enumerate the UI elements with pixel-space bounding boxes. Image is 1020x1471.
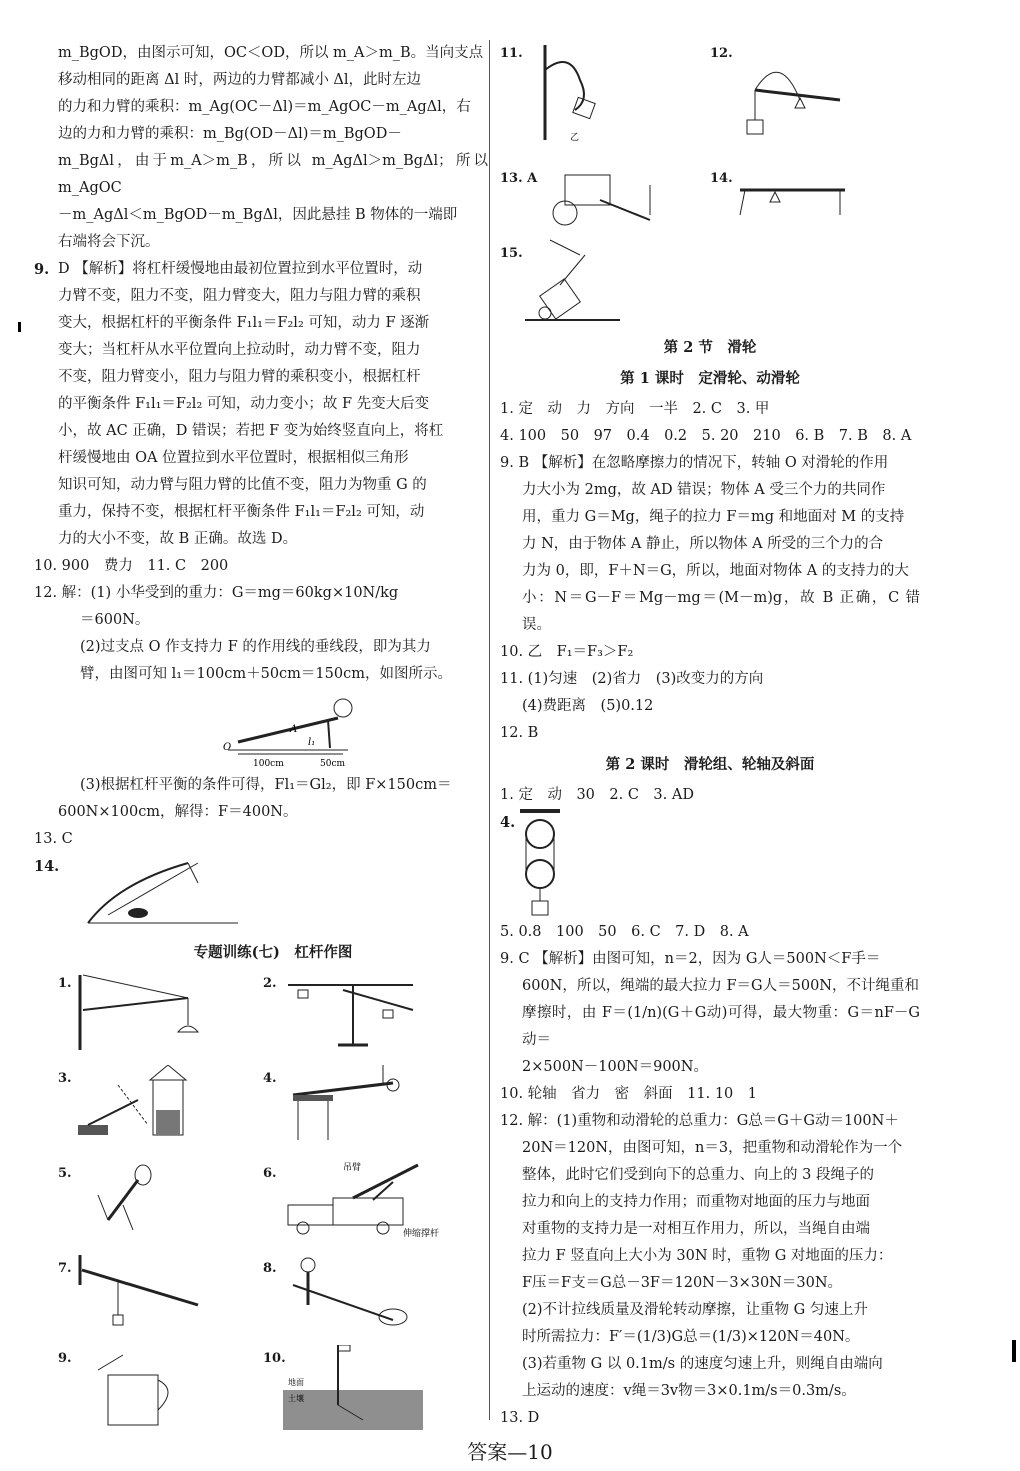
q9-line: 不变，阻力臂变小，阻力与阻力臂的乘积变小，根据杠杆: [58, 369, 421, 385]
l2-q4-block: [500, 809, 920, 919]
l2-q9-line: 9. C 【解析】由图可知，n＝2，因为 G人＝500N＜F手＝: [500, 951, 881, 967]
grid-figure-7: [78, 1255, 228, 1335]
grid-figure-1: [78, 970, 218, 1050]
l1-q9-line: 9. B 【解析】在忽略摩擦力的情况下，转轴 O 对滑轮的作用: [500, 455, 889, 471]
q12-line: 12. 解：(1) 小华受到的重力：G＝mg＝60kg×10N/kg: [34, 585, 399, 601]
fig-label: 12.: [710, 46, 733, 61]
right-column: [500, 40, 920, 1432]
q8-line: －m_AgΔl＜m_BgOD－m_BgΔl，因此悬挂 B 物体的一端即: [58, 207, 458, 223]
q12-line: (2)过支点 O 作支持力 F 的作用线的垂线段，即为其力: [80, 639, 431, 655]
fig11-caption: 乙: [570, 133, 580, 143]
q8-line: 移动相同的距离 Δl 时，两边的力臂都减小 Δl，此时左边: [58, 72, 422, 88]
l2-q12-line: 20N＝120N，由图可知，n＝3，把重物和动滑轮作为一个: [522, 1140, 903, 1156]
q8-line: m_BgOD，由图示可知，OC＜OD，所以 m_A＞m_B。当向支点: [58, 45, 484, 61]
l2-q10-11: 10. 轮轴 省力 密 斜面 11. 10 1: [500, 1086, 758, 1102]
l1-answer: 4. 100 50 97 0.4 0.2 5. 20 210 6. B 7. B 8. A: [500, 428, 912, 444]
fig-label: 11.: [500, 46, 523, 61]
grid-label: 10.: [263, 1351, 286, 1366]
scan-mark: [1012, 1340, 1016, 1362]
q12-3-line: (3)根据杠杆平衡的条件可得，Fl₁＝Gl₂，即 F×150cm＝: [80, 777, 452, 793]
fig-13: [540, 165, 660, 240]
q9-line: 知识可知，动力臂与阻力臂的比值不变，阻力为物重 G 的: [58, 477, 427, 493]
l2-q12-line: 拉力和向上的支持力作用；而重物对地面的压力与地面: [522, 1194, 870, 1210]
q14-block: [34, 853, 488, 935]
q8-line: m_BgΔl，由于m_A＞m_B，所以 m_AgΔl＞m_BgΔl；所以 m_AgOC: [58, 153, 488, 196]
l2-q12-line: 12. 解：(1)重物和动滑轮的总重力：G总＝G＋G动＝100N＋: [500, 1113, 899, 1129]
grid-figure-6: [283, 1160, 473, 1240]
l1-q9-line: 力为 0，即，F＋N＝G，所以，地面对物体 A 的支持力的大: [522, 563, 909, 579]
fig12-label: 50cm: [320, 759, 346, 769]
grid-figure-4: [283, 1065, 433, 1145]
grid-figure-10: [283, 1345, 433, 1430]
q12-line: ＝600N。: [80, 612, 150, 628]
fig-label: 15.: [500, 246, 523, 261]
grid-figure-9: [78, 1345, 228, 1430]
q10-11-answer: 10. 900 费力 11. C 200: [34, 558, 229, 574]
l2-q9-line: 2×500N－100N＝900N。: [522, 1059, 708, 1075]
fig-12: [735, 50, 855, 140]
l1-q9-line: 力大小为 2mg，故 AD 错误；物体 A 受三个力的共同作: [522, 482, 886, 498]
q12-3-line: 600N×100cm，解得：F＝400N。: [58, 804, 298, 820]
grid-figure-8: [283, 1255, 433, 1335]
q9-line: 小，故 AC 正确，D 错误；若把 F 变为始终竖直向上，将杠: [58, 423, 444, 439]
grid-label: 9.: [58, 1351, 72, 1366]
lesson2-title: 第 2 课时 滑轮组、轮轴及斜面: [605, 756, 815, 773]
top-figures: [500, 40, 920, 330]
l2-q13: 13. D: [500, 1410, 540, 1426]
special-training-title: 专题训练(七) 杠杆作图: [193, 944, 353, 961]
q12-pushup-figure: [58, 690, 488, 770]
column-divider: [489, 40, 490, 1420]
fig-14: [735, 170, 855, 245]
q9-line: 力臂不变，阻力不变，阻力臂变大，阻力与阻力臂的乘积: [58, 288, 421, 304]
q14-figure: [78, 853, 278, 933]
grid-label: 2.: [263, 976, 277, 991]
q9-line: 变大；当杠杆从水平位置向上拉动时，动力臂不变，阻力: [58, 342, 421, 358]
fig12-label: 100cm: [253, 759, 284, 769]
q9-line: 的平衡条件 F₁l₁＝F₂l₂ 可知，动力变小；故 F 先变大后变: [58, 396, 430, 412]
l2-q4-pulley-figure: [515, 809, 575, 919]
lesson1-title: 第 1 课时 定滑轮、动滑轮: [620, 370, 800, 387]
grid-figure-2: [283, 970, 423, 1050]
l2-answer: 1. 定 动 30 2. C 3. AD: [500, 787, 694, 803]
l2-q12-line: 时所需拉力：F′＝(1/3)G总＝(1/3)×120N＝40N。: [522, 1329, 860, 1345]
l2-q12-line: 整体，此时它们受到向下的总重力、向上的 3 段绳子的: [522, 1167, 874, 1183]
fig-label: 13. A: [500, 171, 538, 186]
fig-11: [520, 40, 620, 145]
q8-line: 边的力和力臂的乘积：m_Bg(OD－Δl)＝m_BgOD－: [58, 126, 402, 142]
l2-answer: 5. 0.8 100 50 6. C 7. D 8. A: [500, 924, 749, 940]
l2-q12-line: 对重物的支持力是一对相互作用力，所以，当绳自由端: [522, 1221, 870, 1237]
grid-label: 5.: [58, 1166, 72, 1181]
q14-number: 14.: [34, 858, 60, 875]
fig-label: 14.: [710, 171, 733, 186]
l1-q9-line: 力 N，由于物体 A 静止，所以物体 A 所受的三个力的合: [522, 536, 884, 552]
l2-q12-line: 拉力 F 竖直向上大小为 30N 时，重物 G 对地面的压力：: [522, 1248, 893, 1264]
grid-label: 6.: [263, 1166, 277, 1181]
l2-q12-line: (3)若重物 G 以 0.1m/s 的速度匀速上升，则绳自由端向: [522, 1356, 883, 1372]
l2-q9-line: 摩擦时，由 F＝(1/n)(G＋G动)可得，最大物重：G＝nF－G动＝: [522, 1005, 920, 1048]
fig12-label: l₁: [308, 737, 316, 748]
q9-line: 重力，保持不变，根据杠杆平衡条件 F₁l₁＝F₂l₂ 可知，动: [58, 504, 425, 520]
fig10-label: 地面: [288, 1378, 304, 1387]
fig6-label: 伸缩撑杆: [403, 1229, 440, 1239]
fig6-label: 吊臂: [343, 1163, 362, 1173]
grid-label: 4.: [263, 1071, 277, 1086]
grid-label: 1.: [58, 976, 72, 991]
q9-line: D 【解析】将杠杆缓慢地由最初位置拉到水平位置时，动: [58, 261, 423, 277]
fig10-label: 土壤: [288, 1394, 304, 1403]
page-footer: 答案—10: [467, 1440, 553, 1464]
l2-q12-line: (2)不计拉线质量及滑轮转动摩擦，让重物 G 匀速上升: [522, 1302, 868, 1318]
l2-q4-number: 4.: [500, 814, 516, 831]
fig-15: [520, 235, 650, 325]
q8-line: 的力和力臂的乘积：m_Ag(OC－Δl)＝m_AgOC－m_AgΔl，右: [58, 99, 471, 115]
l2-q12-line: 上运动的速度：v绳＝3v物＝3×0.1m/s＝0.3m/s。: [522, 1383, 856, 1399]
scan-mark: [18, 322, 21, 332]
section-title: 第 2 节 滑轮: [663, 339, 757, 356]
l2-q12-line: F压＝F支＝G总－3F＝120N－3×30N＝30N。: [522, 1275, 843, 1291]
lever-drawing-grid: [58, 970, 488, 1430]
q12-line: 臂，由图可知 l₁＝100cm＋50cm＝150cm，如图所示。: [80, 666, 452, 682]
q13-answer: 13. C: [34, 831, 73, 847]
grid-label: 8.: [263, 1261, 277, 1276]
l2-q9-line: 600N，所以，绳端的最大拉力 F＝G人＝500N，不计绳重和: [522, 978, 919, 994]
fig12-label: O: [223, 742, 232, 753]
q9-line: 杆缓慢地由 OA 位置拉到水平位置时，根据相似三角形: [58, 450, 409, 466]
l1-q10: 10. 乙 F₁＝F₃＞F₂: [500, 644, 634, 660]
grid-label: 7.: [58, 1261, 72, 1276]
l1-answer: 1. 定 动 力 方向 一半 2. C 3. 甲: [500, 401, 770, 417]
q9-line: 力的大小不变，故 B 正确。故选 D。: [58, 531, 298, 547]
q9-number: 9.: [34, 261, 50, 278]
l1-q9-line: 小：N＝G－F＝Mg－mg＝(M－m)g，故 B 正确，C 错误。: [522, 590, 920, 633]
fig12-label: A: [290, 724, 298, 735]
q8-line: 右端将会下沉。: [58, 234, 160, 250]
left-column: [34, 40, 488, 1430]
l1-q12: 12. B: [500, 725, 539, 741]
q9-block: [34, 256, 488, 553]
l1-q9-line: 用，重力 G＝Mg，绳子的拉力 F＝mg 和地面对 M 的支持: [522, 509, 905, 525]
grid-figure-3: [78, 1065, 228, 1145]
l1-q11: 11. (1)匀速 (2)省力 (3)改变力的方向: [500, 671, 764, 687]
l1-q11b: (4)费距离 (5)0.12: [522, 698, 654, 714]
q9-line: 变大，根据杠杆的平衡条件 F₁l₁＝F₂l₂ 可知，动力 F 逐渐: [58, 315, 430, 331]
grid-label: 3.: [58, 1071, 72, 1086]
grid-figure-5: [78, 1160, 228, 1240]
